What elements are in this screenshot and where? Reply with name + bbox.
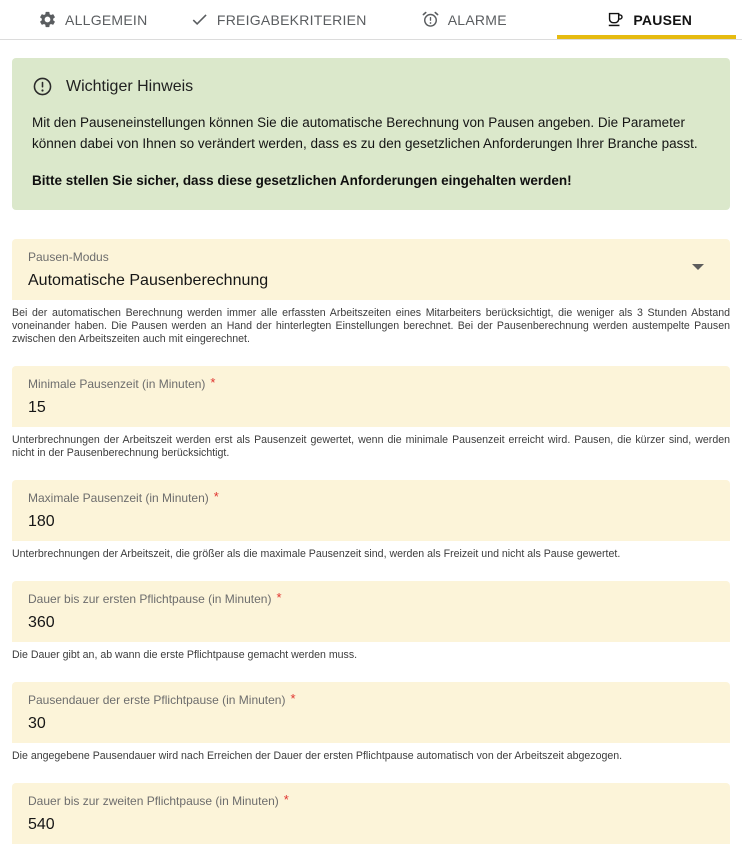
gear-icon: [38, 10, 57, 29]
tab-label: ALLGEMEIN: [65, 12, 147, 28]
required-asterisk: *: [214, 489, 219, 504]
helper-text: Die angegebene Pausendauer wird nach Erreichen der Dauer der ersten Pflichtpause automatisch von der Arbeitszeit abgezogen.: [12, 750, 730, 763]
dauer-zweite-pflichtpause-input[interactable]: [12, 783, 730, 844]
tab-label: ALARME: [448, 12, 507, 28]
tab-label: PAUSEN: [633, 12, 692, 28]
field-label-text: Maximale Pausenzeit (in Minuten): [28, 491, 209, 505]
pause-mode-helper-text: Bei der automatischen Berechnung werden immer alle erfassten Arbeitszeiten eines Mitarbeiters berücksichtigt, die weniger als 3 Stunden Abstand voneinander haben. Die Pausen werden an Hand der hinterlegten Einstellungen berechnet. Bei der Pausenberechnung werden austempelte Pausen zwischen den Arbeitszeiten auch mit eingerechnet.: [12, 307, 730, 346]
notice-emphasis: Bitte stellen Sie sicher, dass diese gesetzlichen Anforderungen eingehalten werden!: [32, 173, 710, 188]
required-asterisk: *: [284, 792, 289, 807]
field-value: 360: [28, 613, 714, 633]
field-label: [28, 693, 714, 707]
field-label-text: Pausendauer der erste Pflichtpause (in Minuten): [28, 693, 285, 707]
active-tab-indicator: [557, 35, 737, 39]
alert-circle-icon: [32, 76, 53, 97]
tab-bar: [0, 0, 742, 40]
notice-card: [12, 58, 730, 210]
tab-alarme[interactable]: [371, 0, 557, 39]
dauer-erste-pflichtpause-input[interactable]: [12, 581, 730, 642]
field-label: [28, 794, 714, 808]
check-icon: [190, 10, 209, 29]
field-value: 30: [28, 714, 714, 734]
tab-pausen[interactable]: [557, 0, 742, 39]
field-block-dauer-erste-pflichtpause: [12, 581, 730, 662]
helper-text: Die Dauer gibt an, ab wann die erste Pflichtpause gemacht werden muss.: [12, 649, 730, 662]
pausendauer-erste-pflichtpause-input[interactable]: [12, 682, 730, 743]
coffee-cup-icon: [606, 10, 625, 29]
field-value: 180: [28, 512, 714, 532]
notice-body: Mit den Pauseneinstellungen können Sie die automatische Berechnung von Pausen angeben. Die Parameter können dabei von Ihnen so verändert werden, dass es zu den gesetzlichen Anforderungen Ihrer Branche passt.: [32, 112, 710, 154]
notice-header: [32, 76, 710, 97]
field-label-text: Minimale Pausenzeit (in Minuten): [28, 377, 205, 391]
field-label-text: Dauer bis zur zweiten Pflichtpause (in Minuten): [28, 794, 279, 808]
field-block-maximale-pausenzeit: [12, 480, 730, 561]
required-asterisk: *: [210, 375, 215, 390]
pause-mode-label: Pausen-Modus: [28, 250, 714, 264]
helper-text: Unterbrechnungen der Arbeitszeit, die größer als die maximale Pausenzeit sind, werden als Freizeit und nicht als Pause gewertet.: [12, 548, 730, 561]
field-label: [28, 592, 714, 606]
field-label: [28, 377, 714, 391]
field-label-text: Dauer bis zur ersten Pflichtpause (in Minuten): [28, 592, 271, 606]
maximale-pausenzeit-input[interactable]: [12, 480, 730, 541]
field-label: [28, 491, 714, 505]
field-block-dauer-zweite-pflichtpause: [12, 783, 730, 844]
tab-label: FREIGABEKRITERIEN: [217, 12, 367, 28]
field-value: 540: [28, 815, 714, 835]
chevron-down-icon: [692, 264, 704, 270]
pause-mode-select[interactable]: [12, 239, 730, 300]
minimale-pausenzeit-input[interactable]: [12, 366, 730, 427]
required-asterisk: *: [290, 691, 295, 706]
required-asterisk: *: [276, 590, 281, 605]
tab-freigabekriterien[interactable]: [186, 0, 372, 39]
alarm-icon: [421, 10, 440, 29]
notice-title: Wichtiger Hinweis: [66, 78, 193, 96]
field-block-pausendauer-erste-pflichtpause: [12, 682, 730, 763]
helper-text: Unterbrechnungen der Arbeitszeit werden erst als Pausenzeit gewertet, wenn die minimale Pausenzeit erreicht wird. Pausen, die kürzer sind, werden nicht in der Pausenberechnung berücksichtigt.: [12, 434, 730, 460]
field-value: 15: [28, 398, 714, 418]
tab-allgemein[interactable]: [0, 0, 186, 39]
pause-mode-value: Automatische Pausenberechnung: [28, 271, 714, 291]
field-block-minimale-pausenzeit: [12, 366, 730, 460]
pausen-settings-panel: [0, 58, 742, 844]
